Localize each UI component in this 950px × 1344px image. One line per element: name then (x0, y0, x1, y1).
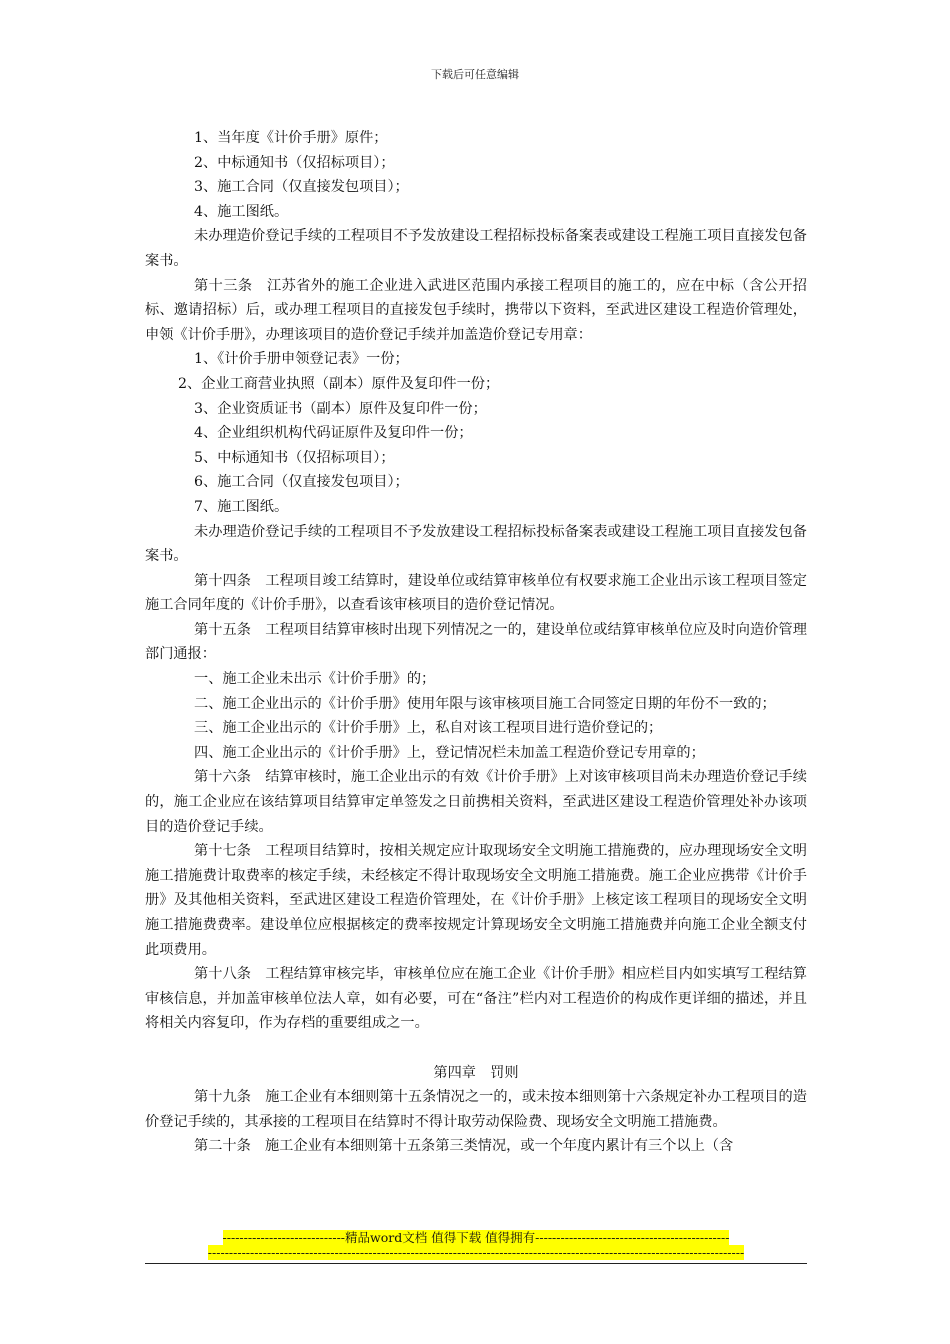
paragraph: 第十六条 结算审核时，施工企业出示的有效《计价手册》上对该审核项目尚未办理造价登记手续的，施工企业应在该结算项目结算审定单签发之日前携相关资料，至武进区建设工程造价管理处补办该项目的造价登记手续。 (145, 769, 807, 835)
paragraph: 4、施工图纸。 (194, 203, 289, 220)
paragraph: 第十三条 江苏省外的施工企业进入武进区范围内承接工程项目的施工的，应在中标（含公开招标、邀请招标）后，或办理工程项目的直接发包手续时，携带以下资料，至武进区建设工程造价管理处，申领《计价手册》，办理该项目的造价登记手续并加盖造价登记专用章： (145, 277, 807, 343)
paragraph: 第十九条 施工企业有本细则第十五条情况之一的，或未按本细则第十六条规定补办工程项目的造价登记手续的，其承接的工程项目在结算时不得计取劳动保险费、现场安全文明施工措施费。 (145, 1089, 807, 1130)
paragraph: 四、施工企业出示的《计价手册》上，登记情况栏未加盖工程造价登记专用章的； (194, 744, 705, 761)
paragraph: 第十八条 工程结算审核完毕，审核单位应在施工企业《计价手册》相应栏目内如实填写工程结算审核信息，并加盖审核单位法人章，如有必要，可在“备注”栏内对工程造价的构成作更详细的描述，并且将相关内容复印，作为存档的重要组成之一。 (145, 966, 807, 1032)
footer-dashes-text: ------------------------------------------------------------------------------------------------------------------------------- (207, 1245, 745, 1260)
paragraph: 第二十条 施工企业有本细则第十五条第三类情况，或一个年度内累计有三个以上（含 (194, 1138, 734, 1155)
paragraph: 1、《计价手册申领登记表》一份； (194, 351, 409, 368)
paragraph: 一、施工企业未出示《计价手册》的； (194, 671, 436, 688)
chapter-heading: 第四章 罚则 (433, 1064, 519, 1081)
footer-dashes (145, 1245, 807, 1261)
paragraph: 未办理造价登记手续的工程项目不予发放建设工程招标投标备案表或建设工程施工项目直接发包备案书。 (145, 228, 807, 269)
paragraph: 3、企业资质证书（副本）原件及复印件一份； (194, 400, 487, 417)
paragraph: 2、企业工商营业执照（副本）原件及复印件一份； (178, 375, 500, 392)
document-body (145, 126, 807, 1159)
paragraph: 3、施工合同（仅直接发包项目）； (194, 179, 409, 196)
paragraph: 5、中标通知书（仅招标项目）； (194, 449, 395, 466)
footer-banner-text: -----------------------------精品word文档 值得下载 值得拥有---------------------------------------------- (222, 1230, 730, 1245)
paragraph: 三、施工企业出示的《计价手册》上，私自对该工程项目进行造价登记的； (194, 720, 663, 737)
paragraph: 第十七条 工程项目结算时，按相关规定应计取现场安全文明施工措施费的，应办理现场安全文明施工措施费计取费率的核定手续，未经核定不得计取现场安全文明施工措施费。施工企业应携带《计价手册》及其他相关资料，至武进区建设工程造价管理处，在《计价手册》上核定该工程项目的现场安全文明施工措施费费率。建设单位应根据核定的费率按规定计算现场安全文明施工措施费并向施工企业全额支付此项费用。 (145, 843, 807, 958)
paragraph: 1、当年度《计价手册》原件； (194, 130, 388, 146)
paragraph: 第十五条 工程项目结算审核时出现下列情况之一的，建设单位或结算审核单位应及时向造价管理部门通报： (145, 621, 807, 663)
paragraph: 6、施工合同（仅直接发包项目）； (194, 474, 409, 491)
paragraph: 7、施工图纸。 (194, 498, 289, 515)
paragraph: 二、施工企业出示的《计价手册》使用年限与该审核项目施工合同签定日期的年份不一致的； (194, 695, 776, 712)
paragraph: 4、企业组织机构代码证原件及复印件一份； (194, 425, 473, 442)
paragraph: 第十四条 工程项目竣工结算时，建设单位或结算审核单位有权要求施工企业出示该工程项目签定施工合同年度的《计价手册》，以查看该审核项目的造价登记情况。 (145, 572, 807, 614)
page-header: 下载后可任意编辑 (431, 68, 519, 81)
paragraph: 未办理造价登记手续的工程项目不予发放建设工程招标投标备案表或建设工程施工项目直接发包备案书。 (145, 523, 807, 565)
footer-rule (145, 1263, 807, 1264)
footer-banner (145, 1230, 807, 1246)
paragraph: 2、中标通知书（仅招标项目）； (194, 154, 395, 171)
